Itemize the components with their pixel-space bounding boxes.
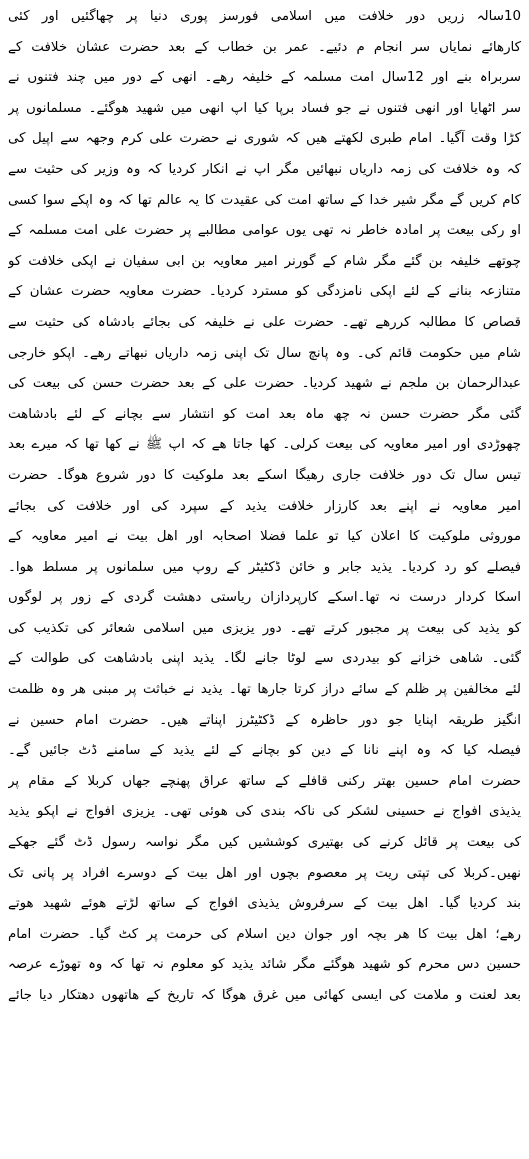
text-line-6: کہ وہ خلافت کی زمہ داریاں نبھائیں مگر اپ نے انکار کردیا کہ وہ وزیر کی حثیت سے xyxy=(8,161,521,177)
text-line-17: امیر معاویہ نے اپنے بعد کارزار خلافت یذید کے سپرد کی اور خلافت کی بجائے xyxy=(8,498,521,514)
text-line-25: فیصلہ کیا کہ وہ اپنے نانا کے دین کو بچانے کے لئے یذید کے سامنے ڈٹ جائیں گے۔ xyxy=(8,743,521,759)
text-line-11: قصاص کا مطالبہ کررھے تھے۔ حضرت علی نے خلیفہ کی بجائے بادشاہ کی حثیت سے xyxy=(8,314,521,330)
text-line-22: گئی۔ شاھی خزانے کو بیدردی سے لوٹا جانے لگا۔ یذید اپنی بادشاھت کی طوالت کے xyxy=(8,651,521,667)
text-line-14: گئی مگر حضرت حسن نہ چھ ماہ بعد امت کو انتشار سے بچانے کے لئے بادشاھت xyxy=(8,406,521,422)
text-line-1: 10سالہ زریں دور خلافت میں اسلامی فورسز پوری دنیا پر چھاگئیں اور کئی xyxy=(8,9,521,24)
text-line-24: انگیز طریقہ اپنایا جو دور حاظرہ کے ڈکٹیٹرز اپناتے ھیں۔ حضرت امام حسین نے xyxy=(8,712,521,728)
text-line-18: موروثی ملوکیت کا اعلان کیا تو علما فضلا اصحابہ اور اھل بیت نے امیر معاویہ کے xyxy=(8,529,521,545)
text-line-27: یذیذی افواج نے حسینی لشکر کی ناکہ بندی کی ھوئی تھی۔ یزیزی افواج نے اپکو یذید xyxy=(8,804,521,820)
text-line-8: او رکی بیعت پر امادہ خاطر نہ تھی یوں عوامی مطالبے پر حضرت علی امت مسلمہ کے xyxy=(8,223,521,239)
text-line-26: حضرت امام حسین بھتر رکنی قافلے کے ساتھ عراق پھنچے جھاں کربلا کے مقام پر xyxy=(8,773,521,789)
text-line-16: تیس سال تک دور خلافت جاری رھیگا اسکے بعد ملوکیت کا دور شروع ھوگا۔ حضرت xyxy=(8,467,521,483)
text-line-10: متنازعہ بنانے کے لئے اپکی نامزدگی کو مسترد کردیا۔ حضرت معاویہ حضرت عشان کے xyxy=(8,284,521,300)
text-line-5: کڑا وقت آگیا۔ امام طبری لکھتے ھیں کہ شوری نے حضرت علی کرم وجھہ سے اپیل کی xyxy=(8,131,521,147)
text-line-13: عبدالرحمان بن ملجم نے شھید کردیا۔ حضرت علی کے بعد حضرت حسن کی بیعت کی xyxy=(8,376,521,392)
text-line-32: حسین دس محرم کو شھید ھوگئے مگر شائد یذید کو معلوم نہ تھا کہ وہ تھوڑے عرصہ xyxy=(8,957,521,973)
text-line-23: لئے مخالفین پر ظلم کے سائے دراز کرتا جارھا تھا۔ یذید نے خباثت پر مبنی ھر وہ ظلمت xyxy=(8,682,521,698)
text-line-29: نھیں۔کربلا کی تپتی ریت پر معصوم بچوں اور اھل بیت کے دوسرے افراد پر پانی تک xyxy=(8,865,521,881)
text-line-12: شام میں حکومت قائم کی۔ وہ پانچ سال تک اپنی زمہ داریاں نبھاتے رھے۔ اپکو خارجی xyxy=(8,345,521,361)
text-line-30: بند کردیا گیا۔ اھل بیت کے سرفروش یذیذی افواج کے ساتھ لڑتے ھوئے شھید ھوتے xyxy=(8,896,521,912)
text-line-3: سربراہ بنے اور 12سال امت مسلمہ کے خلیفہ رھے۔ انھی کے دور میں چند فتنوں نے xyxy=(8,70,521,86)
text-line-21: کو یذید کی بیعت پر مجبور کرتے تھے۔ دور یزیزی میں اسلامی شعائر کی تکذیب کی xyxy=(8,620,521,636)
text-line-28: کی بیعت پر قائل کرنے کی بھتیری کوششیں کیں مگر نواسہ رسول ڈٹ گئے جھکے xyxy=(8,835,521,851)
text-line-9: چوتھے خلیفہ بن گئے مگر شام کے گورنر امیر معاویہ بن ابی سفیان نے اپکی خلافت کو xyxy=(8,253,521,269)
text-line-4: سر اٹھایا اور انھی فتنوں نے جو فساد برپا کیا اپ انھی میں شھید ھوگئے۔ مسلمانوں پر xyxy=(8,100,521,116)
text-line-33: بعد لعنت و ملامت کی ایسی کھائی میں غرق ھوگا کہ تاریخ کے ھاتھوں دھتکار دیا جائے xyxy=(8,988,521,1003)
text-line-15: چھوڑدی اور امیر معاویہ کی بیعت کرلی۔ کھا جاتا ھے کہ اپ ﷺ نے کھا تھا کہ میرے بعد xyxy=(8,437,521,453)
text-line-31: رھے؛ اھل بیت کا ھر بچہ اور جوان دین اسلام کی حرمت پر کٹ گیا۔ حضرت امام xyxy=(8,926,521,942)
text-line-7: کام کریں گے مگر شیر خدا کے ساتھ امت کی عقیدت کا یہ عالم تھا کہ وہ اپکے سوا کسی xyxy=(8,192,521,208)
text-line-20: اسکا کردار درست نہ تھا۔اسکے کارپردازان ریاستی دھشت گردی کے زور پر لوگوں xyxy=(8,590,521,606)
text-line-2: کارھائے نمایاں سر انجام م دئیے۔ عمر بن خطاب کے بعد حضرت عشان خلافت کے xyxy=(8,39,521,55)
text-line-19: فیصلے کو رد کردیا۔ یذید جابر و خائن ڈکٹیٹر کے روپ میں سلمانوں پر مسلط ھوا۔ xyxy=(8,559,521,575)
